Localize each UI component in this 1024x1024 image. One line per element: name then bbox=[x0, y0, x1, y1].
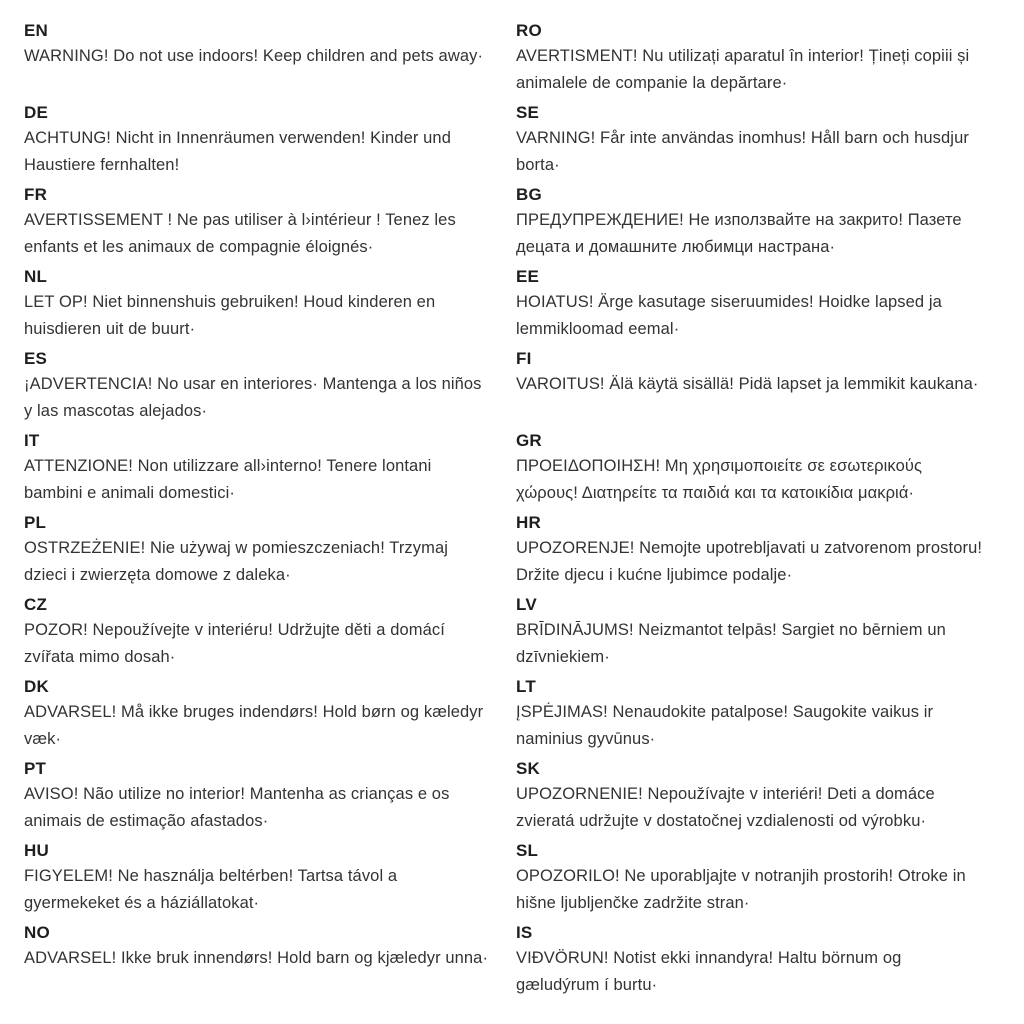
language-code: FR bbox=[24, 185, 48, 204]
warning-text: LET OP! Niet binnenshuis gebruiken! Houd kinderen en huisdieren uit de buurt· bbox=[24, 293, 436, 338]
language-entry-lt bbox=[516, 674, 984, 756]
language-code: IT bbox=[24, 431, 40, 450]
warning-text: FIGYELEM! Ne használja beltérben! Tartsa távol a gyermekeket és a háziállatokat· bbox=[24, 867, 398, 912]
language-entry-ee bbox=[516, 264, 984, 346]
language-entry-cz bbox=[24, 592, 492, 674]
warning-text: UPOZORNENIE! Nepoužívajte v interiéri! Deti a domáce zvieratá udržujte v dostatočnej vzdialenosti od výrobku· bbox=[516, 785, 935, 830]
warning-text: ĮSPĖJIMAS! Nenaudokite patalpose! Saugokite vaikus ir naminius gyvūnus· bbox=[516, 703, 934, 748]
two-column-layout bbox=[24, 18, 1000, 1002]
language-entry-nl bbox=[24, 264, 492, 346]
language-code: LV bbox=[516, 595, 537, 614]
language-entry-is bbox=[516, 920, 984, 1002]
language-code: DE bbox=[24, 103, 49, 122]
warning-text: VARNING! Får inte användas inomhus! Håll barn och husdjur borta· bbox=[516, 129, 969, 174]
language-code: FI bbox=[516, 349, 532, 368]
left-column bbox=[24, 18, 492, 1002]
language-entry-fr bbox=[24, 182, 492, 264]
language-entry-es bbox=[24, 346, 492, 428]
warning-text: WARNING! Do not use indoors! Keep children and pets away· bbox=[24, 47, 484, 65]
language-code: NO bbox=[24, 923, 50, 942]
language-entry-dk bbox=[24, 674, 492, 756]
language-entry-gr bbox=[516, 428, 984, 510]
language-entry-fi bbox=[516, 346, 984, 428]
language-code: SE bbox=[516, 103, 540, 122]
language-code: ES bbox=[24, 349, 48, 368]
language-entry-en bbox=[24, 18, 492, 100]
language-code: PT bbox=[24, 759, 47, 778]
language-entry-sk bbox=[516, 756, 984, 838]
warning-text: AVERTISMENT! Nu utilizați aparatul în interior! Țineți copiii și animalele de companie la depărtare· bbox=[516, 47, 970, 92]
language-entry-de bbox=[24, 100, 492, 182]
language-code: IS bbox=[516, 923, 533, 942]
language-code: NL bbox=[24, 267, 48, 286]
language-entry-se bbox=[516, 100, 984, 182]
warning-text: UPOZORENJE! Nemojte upotrebljavati u zatvorenom prostoru! Držite djecu i kućne ljubimce podalje· bbox=[516, 539, 983, 584]
language-entry-lv bbox=[516, 592, 984, 674]
language-code: SL bbox=[516, 841, 539, 860]
language-entry-pt bbox=[24, 756, 492, 838]
warning-text: BRĪDINĀJUMS! Neizmantot telpās! Sargiet no bērniem un dzīvniekiem· bbox=[516, 621, 946, 666]
warning-text: OSTRZEŻENIE! Nie używaj w pomieszczeniach! Trzymaj dzieci i zwierzęta domowe z daleka· bbox=[24, 539, 449, 584]
language-code: HU bbox=[24, 841, 49, 860]
warning-text: HOIATUS! Ärge kasutage siseruumides! Hoidke lapsed ja lemmikloomad eemal· bbox=[516, 293, 942, 338]
language-code: EE bbox=[516, 267, 540, 286]
language-code: RO bbox=[516, 21, 542, 40]
warning-text: POZOR! Nepoužívejte v interiéru! Udržujte děti a domácí zvířata mimo dosah· bbox=[24, 621, 445, 666]
language-code: EN bbox=[24, 21, 49, 40]
language-entry-it bbox=[24, 428, 492, 510]
language-entry-hr bbox=[516, 510, 984, 592]
right-column bbox=[516, 18, 984, 1002]
warning-text: ADVARSEL! Må ikke bruges indendørs! Hold børn og kæledyr væk· bbox=[24, 703, 484, 748]
warning-text: VIÐVÖRUN! Notist ekki innandyra! Haltu börnum og gæludýrum í burtu· bbox=[516, 949, 902, 994]
warning-text: AVERTISSEMENT ! Ne pas utiliser à l›intérieur ! Tenez les enfants et les animaux de compagnie éloignés· bbox=[24, 211, 456, 256]
language-code: DK bbox=[24, 677, 49, 696]
warning-text: ПРЕДУПРЕЖДЕНИЕ! Не използвайте на закрито! Пазете децата и домашните любимци настрана· bbox=[516, 211, 962, 256]
warning-text: ACHTUNG! Nicht in Innenräumen verwenden! Kinder und Haustiere fernhalten! bbox=[24, 129, 451, 174]
language-entry-ro bbox=[516, 18, 984, 100]
language-code: GR bbox=[516, 431, 542, 450]
language-code: HR bbox=[516, 513, 541, 532]
language-entry-hu bbox=[24, 838, 492, 920]
warning-text: OPOZORILO! Ne uporabljajte v notranjih prostorih! Otroke in hišne ljubljenčke zadržite stran· bbox=[516, 867, 966, 912]
warning-text: ATTENZIONE! Non utilizzare all›interno! Tenere lontani bambini e animali domestici· bbox=[24, 457, 432, 502]
warning-text: ADVARSEL! Ikke bruk innendørs! Hold barn og kjæledyr unna· bbox=[24, 949, 489, 967]
language-entry-sl bbox=[516, 838, 984, 920]
language-code: SK bbox=[516, 759, 541, 778]
warning-text: AVISO! Não utilize no interior! Mantenha as crianças e os animais de estimação afastados· bbox=[24, 785, 450, 830]
language-entry-pl bbox=[24, 510, 492, 592]
warning-text: ΠΡΟΕΙΔΟΠΟΙΗΣΗ! Μη χρησιμοποιείτε σε εσωτερικούς χώρους! Διατηρείτε τα παιδιά και τα κατοικίδια μακριά· bbox=[516, 457, 923, 502]
warning-text: VAROITUS! Älä käytä sisällä! Pidä lapset ja lemmikit kaukana· bbox=[516, 375, 979, 393]
language-entry-bg bbox=[516, 182, 984, 264]
warning-text: ¡ADVERTENCIA! No usar en interiores· Mantenga a los niños y las mascotas alejados· bbox=[24, 375, 482, 420]
language-entry-no bbox=[24, 920, 492, 1002]
language-code: PL bbox=[24, 513, 47, 532]
language-code: BG bbox=[516, 185, 542, 204]
language-code: CZ bbox=[24, 595, 48, 614]
language-code: LT bbox=[516, 677, 536, 696]
